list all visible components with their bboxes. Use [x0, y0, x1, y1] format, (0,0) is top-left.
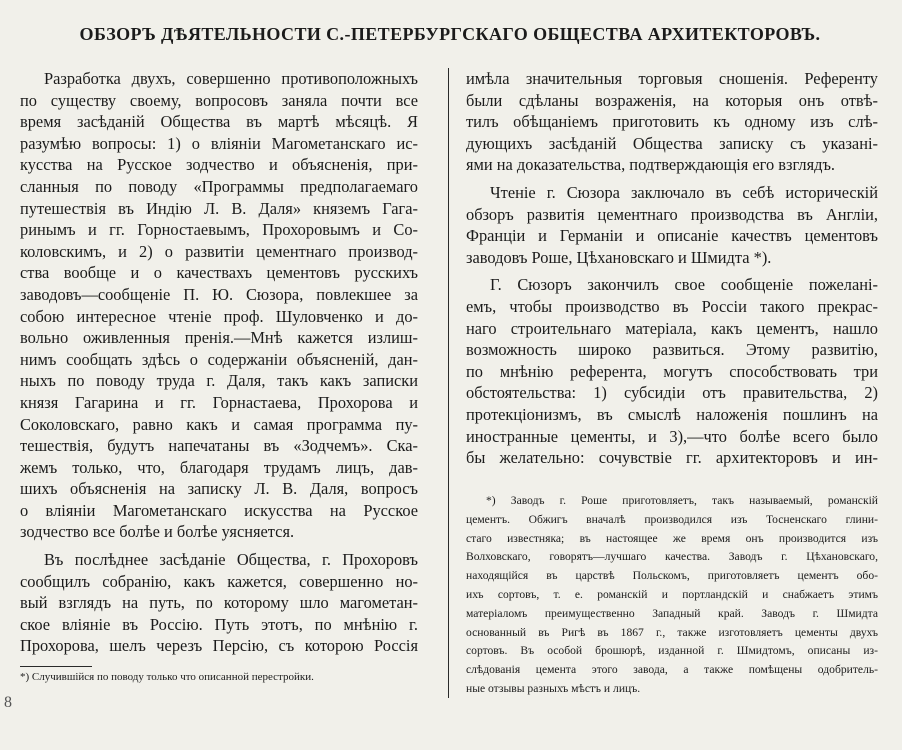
text-line: бы желательно: сочувствіе гг. архитекторовъ и ин- — [466, 448, 878, 468]
text-line: жемъ только, что, благодаря трудамъ лицъ, дав- — [20, 457, 418, 477]
text-line: о вліяніи Магометанскаго искусства на Русское — [20, 500, 418, 520]
footnote-line: находящійся въ царствѣ Польскомъ, приготовляетъ цементъ обо- — [466, 569, 878, 583]
text-line: вольно оживленныя пренія.—Мнѣ кажется излиш- — [20, 328, 418, 348]
page-margin-mark: 8 — [4, 694, 12, 711]
text-line: собою интересное чтеніе проф. Шуловченко и до- — [20, 306, 418, 326]
text-line: Г. Сюзоръ закончилъ свое сообщеніе пожелані- — [490, 275, 878, 295]
footnote-line: слѣдованія цемента этого завода, а также помѣщены одобритель- — [466, 663, 878, 677]
text-line: сообщилъ собранію, какъ кажется, совершенно но- — [20, 571, 418, 591]
text-line: имѣла значительныя торговыя сношенія. Референту — [466, 69, 878, 88]
text-line: шихъ объясненія на записку Л. В. Даля, вопросъ — [20, 479, 418, 499]
text-line: сланныя по поводу «Программы предполагаемаго — [20, 176, 418, 196]
text-line: время засѣданій Общества въ мартѣ мѣсяцѣ. Я — [20, 112, 418, 132]
text-line: князя Гагарина и гг. Горнастаева, Прохорова и — [20, 392, 418, 412]
footnote-line: цементъ. Обжигъ вначалѣ производился изъ Тосненскаго глини- — [466, 512, 878, 526]
footnote-line: матеріаломъ преимущественно Западный край. Заводъ г. Шмидта — [466, 606, 878, 620]
left-column — [20, 68, 418, 657]
text-line: заводовъ Роше, Цѣхановскаго и Шмидта *). — [466, 247, 772, 267]
footnote-line: стаго известняка; въ настоящее же время онъ производится изъ — [466, 531, 878, 545]
text-line: путешествія въ Индію Л. В. Даля» княземъ Гага- — [20, 198, 418, 218]
text-line: коловскимъ, и 2) о развитіи цементнаго производ- — [20, 241, 418, 261]
text-line: дующихъ засѣданій Общества записку съ указані- — [466, 133, 878, 153]
text-line: иностранные цементы, и 3),—что болѣе всего было — [466, 426, 878, 446]
text-line: вый взглядъ на путь, по которому шло магометан- — [20, 593, 418, 613]
footnote-line: ные отзывы разныхъ мѣстъ и лицъ. — [466, 681, 641, 695]
text-line: Въ послѣднее засѣданіе Общества, г. Прохоровъ — [44, 550, 418, 570]
text-line: емъ, чтобы производство въ Россіи такого прекрас- — [466, 296, 878, 316]
text-line: по существу своему, вопросовъ заняла почти все — [20, 90, 418, 110]
text-line: кусства на Русское зодчество и объясненія, при- — [20, 155, 418, 175]
text-line: Франціи и Германіи и описаніе качествъ цементовъ — [466, 226, 878, 246]
text-line: тилъ обѣщаніемъ приготовить къ одному изъ слѣ- — [466, 112, 878, 132]
footnote-rule — [20, 666, 92, 667]
footnote-line: ихъ сортовъ, т. е. романскій и портландскій и снабжаетъ этимъ — [466, 587, 878, 601]
text-line: Прохорова, шелъ черезъ Персію, съ которою Россія — [20, 636, 418, 656]
text-line: обзоръ развитія цементнаго производства въ Англіи, — [466, 204, 878, 224]
text-line: ства вообще и о качествахъ цементовъ русскихъ — [20, 263, 418, 283]
text-line: были сдѣланы возраженія, на которыя онъ отвѣ- — [466, 90, 878, 110]
footnote-line: Волховскаго, говорятъ—лучшаго качества. Заводъ г. Цѣхановскаго, — [466, 550, 878, 564]
text-line: разумѣю вопросы: 1) о вліяніи Магометанскаго ис- — [20, 133, 418, 153]
column-divider — [448, 68, 449, 698]
text-line: обстоятельства: 1) субсидіи отъ правительства, 2) — [466, 383, 878, 403]
article-title: ОБЗОРЪ ДѢЯТЕЛЬНОСТИ С.-ПЕТЕРБУРГСКАГО ОБЩЕСТВА АРХИТЕКТОРОВЪ. — [79, 24, 821, 44]
footnote-line: сортовъ. Въ особой брошюрѣ, изданной г. Шмидтомъ, описаны из- — [466, 644, 878, 658]
text-line: протекціонизмъ, въ смыслѣ наложенія пошлинъ на — [466, 404, 878, 424]
text-line: тешествія, будутъ напечатаны въ «Зодчемъ». Ска- — [20, 436, 418, 456]
footnote-left: *) Случившійся по поводу только что описанной перестройки. — [20, 671, 314, 683]
right-column — [466, 68, 878, 469]
text-line: зодчество все болѣе и болѣе уясняется. — [20, 522, 295, 542]
text-line: нимъ сообщать здѣсь о содержаніи объясненій, дан- — [20, 349, 418, 369]
text-line: по мнѣнію референта, могутъ способствовать три — [466, 361, 878, 381]
text-line: Соколовскаго, равно какъ и самая программа пу- — [20, 414, 418, 434]
footnote-line: основанный въ Ригѣ въ 1867 г., также изготовляетъ цементы двухъ — [466, 625, 878, 639]
text-line: наго строительнаго матеріала, какъ цементъ, нашло — [466, 318, 878, 338]
footnote-right — [466, 492, 878, 699]
text-line: ринымъ и гг. Горностаевымъ, Прохоровымъ и Со- — [20, 220, 418, 240]
footnote-line: *) Заводъ г. Роше приготовляетъ, такъ называемый, романскій — [486, 494, 878, 507]
text-line: возможность широко развиться. Этому развитію, — [466, 340, 878, 360]
text-line: заводовъ—сообщеніе П. Ю. Сюзора, повлекшее за — [20, 284, 418, 304]
text-line: Чтеніе г. Сюзора заключало въ себѣ историческій — [490, 182, 878, 202]
text-line: Разработка двухъ, совершенно противоположныхъ — [44, 69, 418, 88]
text-line: ями на доказательства, подтверждающія его взглядъ. — [466, 155, 836, 175]
text-line: ныхъ по поводу труда г. Даля, такъ какъ записки — [20, 371, 418, 391]
text-line: ское вліяніе въ Россію. Путь этотъ, по мнѣнію г. — [20, 614, 418, 634]
